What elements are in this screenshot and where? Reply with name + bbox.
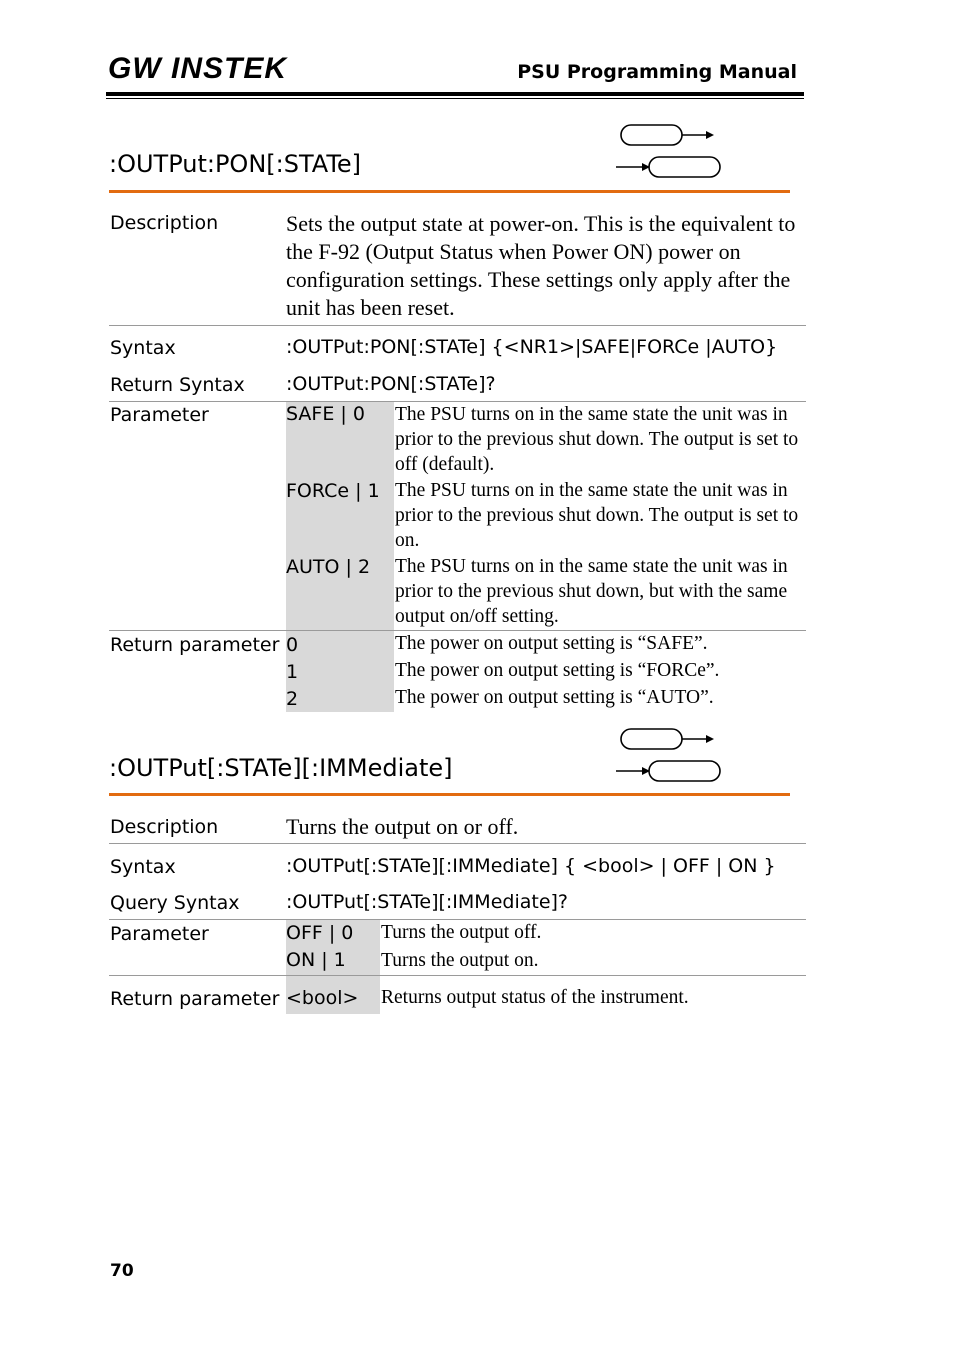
gw-instek-logo: GW INSTEK [108,52,287,85]
syntax-label: Syntax [110,337,176,359]
parameter-code: OFF | 0 [286,922,354,944]
parameter-code-column [286,402,394,630]
return-description: The power on output setting is “SAFE”. [395,633,708,654]
syntax-label: Syntax [110,856,176,878]
return-code-column [286,631,394,712]
query-pill-icon [621,729,682,749]
parameter-description: The PSU turns on in the same state the unit was in prior to the previous shut down. The output is set to off (default). [395,404,799,475]
section-1-rule [109,190,790,193]
return-syntax-text: :OUTPut:PON[:STATe]? [286,373,496,395]
arrow-right-icon [706,131,714,139]
description-label: Description [110,816,219,838]
divider [109,325,806,326]
description-label: Description [110,212,219,234]
return-description: The power on output setting is “FORCe”. [395,660,720,681]
description-text: Turns the output on or off. [286,814,519,839]
return-code: 2 [286,688,299,710]
parameter-description: Turns the output on. [381,950,539,971]
header-rule [106,92,804,96]
parameter-code: FORCe | 1 [286,480,380,502]
return-syntax-label: Return Syntax [110,374,245,396]
description-text: Sets the output state at power-on. This is the equivalent to the F-92 (Output Status when Power ON) power on configuration settings. These settings only apply after the unit has been reset. [286,211,796,320]
syntax-text: :OUTPut[:STATe][:IMMediate] { <bool> | OFF | ON } [286,855,776,877]
return-description: The power on output setting is “AUTO”. [395,687,714,708]
set-query-icon [614,122,724,182]
query-syntax-text: :OUTPut[:STATe][:IMMediate]? [286,891,569,913]
page-number: 70 [110,1261,134,1281]
manual-title: PSU Programming Manual [517,61,797,83]
return-code: 0 [286,634,299,656]
parameter-label: Parameter [110,923,209,945]
set-pill-icon [649,157,720,177]
divider [109,843,806,844]
return-code: <bool> [286,987,359,1009]
set-pill-icon [649,761,720,781]
syntax-text: :OUTPut:PON[:STATe] {<NR1>|SAFE|FORCe |AUTO} [286,336,778,358]
parameter-code: AUTO | 2 [286,556,371,578]
query-pill-icon [621,125,682,145]
return-code: 1 [286,661,299,683]
return-description: Returns output status of the instrument. [381,987,689,1008]
divider [109,975,806,976]
parameter-description: The PSU turns on in the same state the unit was in prior to the previous shut down. The output is set to on. [395,480,799,551]
section-2-rule [109,793,790,796]
parameter-description: The PSU turns on in the same state the unit was in prior to the previous shut down, but with the same output on/off setting. [395,556,788,627]
arrow-right-icon [706,735,714,743]
header-rule-thin [106,98,804,99]
parameter-description: Turns the output off. [381,922,542,943]
query-syntax-label: Query Syntax [110,892,240,914]
parameter-code: SAFE | 0 [286,403,365,425]
parameter-label: Parameter [110,404,209,426]
return-parameter-label: Return parameter [110,634,280,656]
set-query-icon [614,726,724,786]
return-parameter-label: Return parameter [110,988,280,1010]
section-2-title: :OUTPut[:STATe][:IMMediate] [109,754,453,782]
parameter-code: ON | 1 [286,949,346,971]
section-1-title: :OUTPut:PON[:STATe] [109,150,362,178]
